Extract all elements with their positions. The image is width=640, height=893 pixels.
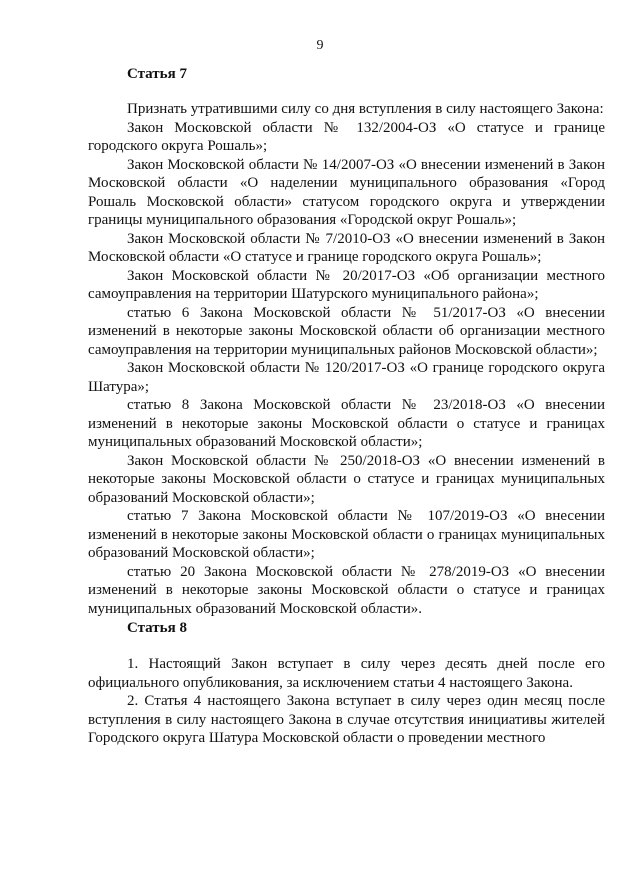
article-7-paragraph: Признать утратившими силу со дня вступления в силу настоящего Закона: [127, 101, 604, 117]
article-8-title: Статья 8 [127, 620, 187, 636]
article-7-paragraph: Закон Московской области № 20/2017-ОЗ «Об организации местного самоуправления на территории Шатурского муниципального района»; [88, 267, 605, 302]
article-7-paragraph: статью 6 Закона Московской области № 51/2017-ОЗ «О внесении изменений в некоторые законы Московской области об организации местного самоуправления на территории муниципальных районов Московской области»; [88, 304, 605, 358]
article-7-paragraph: Закон Московской области № 250/2018-ОЗ «О внесении изменений в некоторые законы Московской области о статусе и границах муниципальных образований Московской области»; [88, 452, 605, 506]
article-7-title: Статья 7 [127, 66, 187, 82]
article-7-paragraph: статью 20 Закона Московской области № 278/2019-ОЗ «О внесении изменений в некоторые законы Московской области о статусе и границах муниципальных образований Московской области». [88, 563, 605, 617]
article-7-paragraph: Закон Московской области № 7/2010-ОЗ «О внесении изменений в Закон Московской области «О статусе и границе городского округа Рошаль»; [88, 230, 605, 265]
article-8-body [88, 655, 605, 748]
article-7-paragraph: статью 7 Закона Московской области № 107/2019-ОЗ «О внесении изменений в некоторые законы Московской области о границах муниципальных образований Московской области»; [88, 508, 605, 561]
article-7-body [88, 100, 605, 618]
article-7-paragraph: Закон Московской области № 14/2007-ОЗ «О внесении изменений в Закон Московской области «О наделении муниципального образования «Город Рошаль Московской области» статусом городского округа и утверждении границы муниципального образования «Городской округ Рошаль»; [88, 156, 605, 228]
article-7-paragraph: статью 8 Закона Московской области № 23/2018-ОЗ «О внесении изменений в некоторые законы Московской области о статусе и границах муниципальных образований Московской области»; [88, 397, 605, 450]
article-7-paragraph: Закон Московской области № 120/2017-ОЗ «О границе городского округа Шатура»; [88, 360, 605, 395]
article-8-paragraph: 2. Статья 4 настоящего Закона вступает в силу через один месяц после вступления в силу настоящего Закона в случае отсутствия инициативы жителей Городского округа Шатура Московской области о проведении местного [88, 693, 605, 746]
page-number: 9 [316, 38, 324, 53]
article-8-paragraph: 1. Настоящий Закон вступает в силу через десять дней после его официального опубликования, за исключением статьи 4 настоящего Закона. [88, 656, 605, 691]
article-7-paragraph: Закон Московской области № 132/2004-ОЗ «О статусе и границе городского округа Рошаль»; [88, 119, 605, 154]
